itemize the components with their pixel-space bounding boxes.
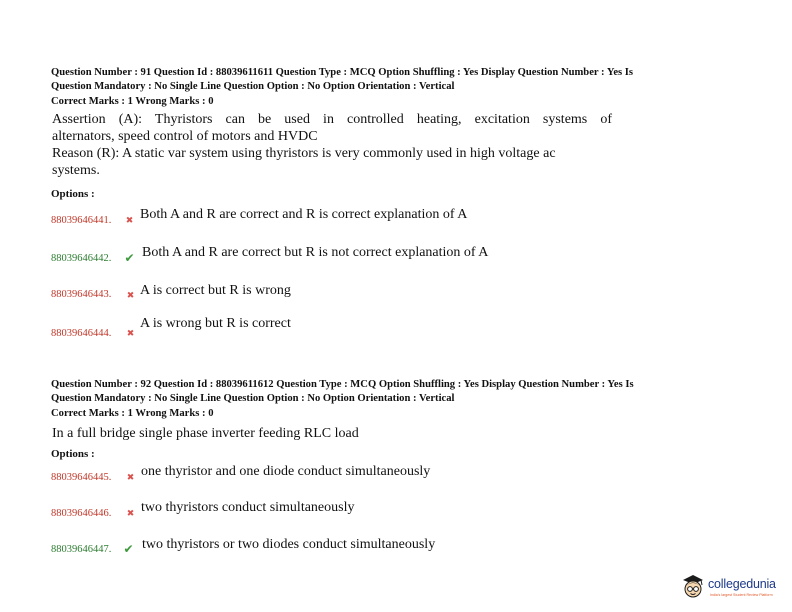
option-text: Both A and R are correct and R is correct explanation of A [140,207,468,222]
question-text-line: Assertion (A): Thyristors can be used in controlled heating, excitation systems of [52,112,612,127]
mascot-icon [681,574,705,600]
meta-line-1: Question Number : 92 Question Id : 88039611612 Question Type : MCQ Option Shuffling : Yes Display Question Number : Yes Is [51,379,634,390]
option-text: one thyristor and one diode conduct simultaneously [141,464,431,479]
question-text-line: systems. [52,163,100,178]
cross-icon: ✖ [125,216,134,226]
collegedunia-logo [681,572,781,604]
marks-line: Correct Marks : 1 Wrong Marks : 0 [51,96,214,107]
check-icon: ✔ [123,542,134,556]
option-id: 88039646442. [51,253,112,264]
cross-icon: ✖ [126,329,135,339]
question-text-line: alternators, speed control of motors and HVDC [52,129,318,144]
cross-icon: ✖ [126,473,135,483]
cross-icon: ✖ [126,509,135,519]
logo-tagline: India's largest Student Review Platform [710,593,773,597]
option-text: two thyristors or two diodes conduct simultaneously [142,537,436,552]
check-icon: ✔ [124,251,135,265]
question-meta [51,378,731,406]
option-text: two thyristors conduct simultaneously [141,500,355,515]
option-id: 88039646445. [51,472,112,483]
meta-line-1: Question Number : 91 Question Id : 88039611611 Question Type : MCQ Option Shuffling : Yes Display Question Number : Yes Is [51,67,634,78]
question-text-line: In a full bridge single phase inverter feeding RLC load [52,426,359,441]
question-text-line: Reason (R): A static var system using thyristors is very commonly used in high voltage ac [52,146,556,161]
options-label: Options : [51,188,95,200]
option-text: A is wrong but R is correct [140,316,291,331]
question-text [52,425,612,442]
question-meta [51,66,731,94]
option-id: 88039646444. [51,328,112,339]
question-text [52,111,612,179]
meta-line-2: Question Mandatory : No Single Line Question Option : No Option Orientation : Vertical [51,81,455,92]
option-id: 88039646447. [51,544,112,555]
meta-line-2: Question Mandatory : No Single Line Question Option : No Option Orientation : Vertical [51,393,455,404]
option-text: Both A and R are correct but R is not correct explanation of A [142,245,489,260]
option-text: A is correct but R is wrong [140,283,291,298]
logo-name: collegedunia [708,577,776,591]
option-id: 88039646443. [51,289,112,300]
option-id: 88039646446. [51,508,112,519]
marks-line: Correct Marks : 1 Wrong Marks : 0 [51,408,214,419]
option-id: 88039646441. [51,215,112,226]
options-label: Options : [51,448,95,460]
cross-icon: ✖ [126,291,135,301]
